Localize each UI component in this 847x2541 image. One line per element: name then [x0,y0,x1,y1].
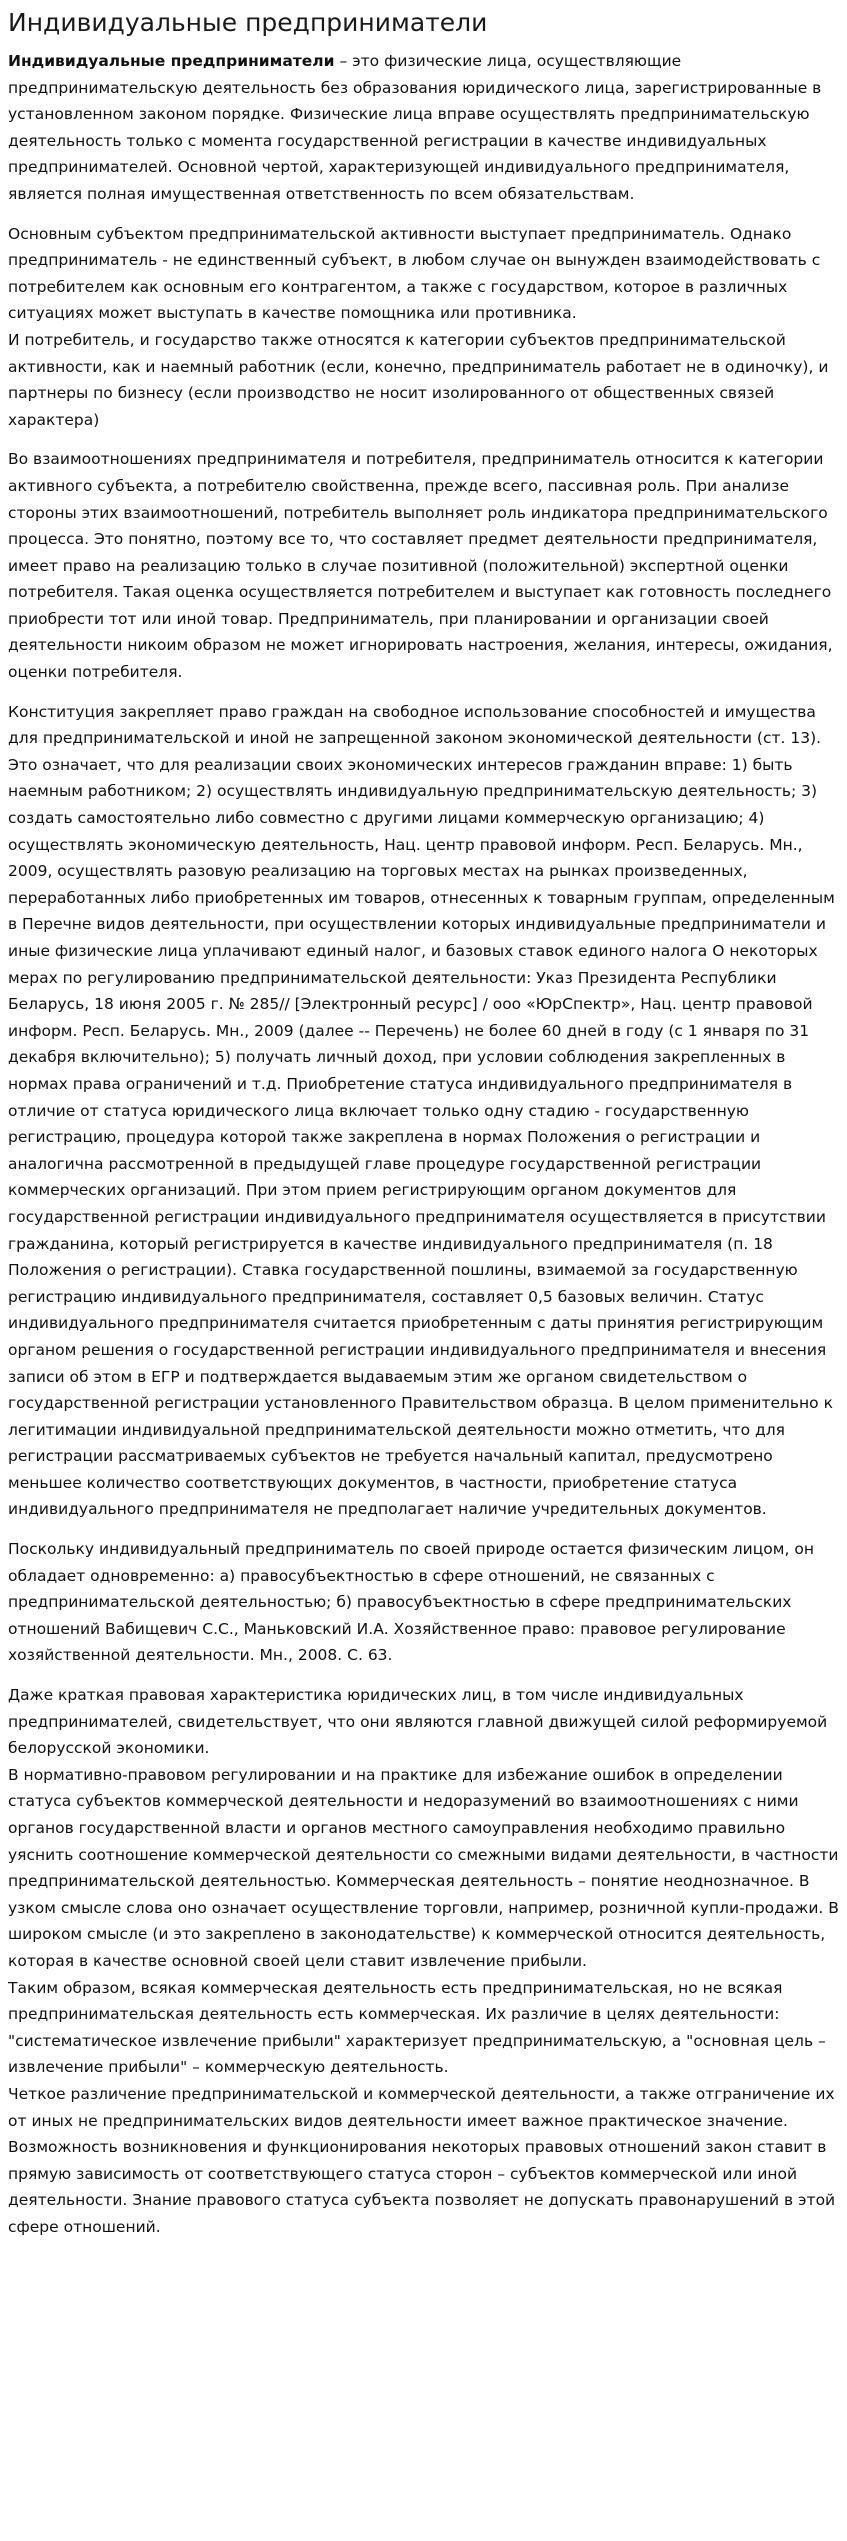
paragraph-line: И потребитель, и государство также относятся к категории субъектов предпринимательской активности, как и наемный работник (если, конечно, предприниматель работает не в одиночку), и партнеры по бизнесу (если производство не носит изолированного от общественных связей характера) [8,330,829,429]
paragraph-line: Основным субъектом предпринимательской активности выступает предприниматель. Однако предприниматель - не единственный субъект, в любом случае он вынужден взаимодействовать с потребителем как основным его контрагентом, а также с государством, которое в различных ситуациях может выступать в качестве помощника или противника. [8,224,821,323]
intro-term: Индивидуальные предприниматели [8,52,335,70]
paragraph-line: Конституция закрепляет право граждан на свободное использование способностей и имущества для предпринимательской и иной не запрещенной законом экономической деятельности (ст. 13). Это означает, что для реализации своих экономических интересов гражданин вправе: 1) быть наемным работником; 2) осуществлять индивидуальную предпринимательскую деятельность; 3) создать самостоятельно либо совместно с другими лицами коммерческую организацию; 4) осуществлять экономическую деятельность, Нац. центр правовой информ. Респ. Беларусь. Мн., 2009, осуществлять разовую реализацию на торговых местах на рынках произведенных, переработанных либо приобретенных им товаров, отнесенных к товарным группам, определенным в Перечне видов деятельности, при осуществлении которых индивидуальные предприниматели и иные физические лица уплачивают единый налог, и базовых ставок единого налога О некоторых мерах по регулированию предпринимательской деятельности: Указ Президента Республики Беларусь, 18 июня 2005 г. № 285// [Электронный ресурс] / ооо «ЮрСпектр», Нац. центр правовой информ. Респ. Беларусь. Мн., 2009 (далее -- Перечень) не более 60 дней в году (с 1 января по 31 декабря включительно); 5) получать личный доход, при условии соблюдения закрепленных в нормах права ограничений и т.д. Приобретение статуса индивидуального предпринимателя в отличие от статуса юридического лица включает только одну стадию - государственную регистрацию, процедура которой также закреплена в нормах Положения о регистрации и аналогична рассмотренной в предыдущей главе процедуре государственной регистрации коммерческих организаций. При этом прием регистрирующим органом документов для государственной регистрации индивидуального предпринимателя осуществляется в присутствии гражданина, который регистрируется в качестве индивидуального предпринимателя (п. 18 Положения о регистрации). Ставка государственной пошлины, взимаемой за государственную регистрацию индивидуального предпринимателя, составляет 0,5 базовых величин. Статус индивидуального предпринимателя считается приобретенным с даты принятия регистрирующим органом решения о государственной регистрации индивидуального предпринимателя и внесения записи об этом в ЕГР и подтверждается выдаваемым этим же органом свидетельством о государственной регистрации установленного Правительством образца. В целом применительно к легитимации индивидуальной предпринимательской деятельности можно отметить, что для регистрации рассматриваемых субъектов не требуется начальный капитал, предусмотрено меньшее количество соответствующих документов, в частности, приобретение статуса индивидуального предпринимателя не предполагает наличие учредительных документов. [8,702,835,1519]
paragraph-line: Во взаимоотношениях предпринимателя и потребителя, предприниматель относится к категории активного субъекта, а потребителю свойственна, прежде всего, пассивная роль. При анализе стороны этих взаимоотношений, потребитель выполняет роль индикатора предпринимательского процесса. Это понятно, поэтому все то, что составляет предмет деятельности предпринимателя, имеет право на реализацию только в случае позитивной (положительной) экспертной оценки потребителя. Такая оценка осуществляется потребителем и выступает как готовность последнего приобрести тот или иной товар. Предприниматель, при планировании и организации своей деятельности никоим образом не может игнорировать настроения, желания, интересы, ожидания, оценки потребителя. [8,450,833,682]
paragraph-4 [8,1536,839,1669]
paragraph-line: Четкое различение предпринимательской и коммерческой деятельности, а также отграничение их от иных не предпринимательских видов деятельности имеет важное практическое значение. Возможность возникновения и функционирования некоторых правовых отношений закон ставит в прямую зависимость от соответствующего статуса сторон – субъектов коммерческой или иной деятельности. Знание правового статуса субъекта позволяет не допускать правонарушений в этой сфере отношений. [8,2084,836,2236]
page-title: Индивидуальные предприниматели [8,8,488,37]
paragraph-line: Поскольку индивидуальный предприниматель по своей природе остается физическим лицом, он обладает одновременно: а) правосубъектностью в сфере отношений, не связанных с предпринимательской деятельностью; б) правосубъектностью в сфере предпринимательских отношений Вабищевич С.С., Маньковский И.А. Хозяйственное право: правовое регулирование хозяйственной деятельности. Мн., 2008. С. 63. [8,1540,814,1665]
intro-text: – это физические лица, осуществляющие предпринимательскую деятельность без образования юридического лица, зарегистрированные в установленном законом порядке. Физические лица вправе осуществлять предпринимательскую деятельность только с момента государственной регистрации в качестве индивидуальных предпринимателей. Основной чертой, характеризующей индивидуального предпринимателя, является полная имущественная ответственность по всем обязательствам. [8,52,822,203]
paragraph-3 [8,699,839,1523]
document-page [0,6,847,2241]
paragraph-2 [8,446,839,685]
paragraph-1 [8,221,839,434]
intro-paragraph [8,48,839,208]
paragraph-5 [8,1682,839,2240]
paragraph-line: Таким образом, всякая коммерческая деятельность есть предпринимательская, но не всякая предпринимательская деятельность есть коммерческая. Их различие в целях деятельности: "систематическое извлечение прибыли" характеризует предпринимательскую, а "основная цель – извлечение прибыли" – коммерческую деятельность. [8,1978,826,2077]
paragraph-line: Даже краткая правовая характеристика юридических лиц, в том числе индивидуальных предпринимателей, свидетельствует, что они являются главной движущей силой реформируемой белорусской экономики. [8,1686,828,1758]
paragraph-line: В нормативно-правовом регулировании и на практике для избежание ошибок в определении статуса субъектов коммерческой деятельности и недоразумений во взаимоотношениях с ними органов государственной власти и органов местного самоуправления необходимо правильно уяснить соотношение коммерческой деятельности со смежными видами деятельности, в частности предпринимательской деятельностью. Коммерческая деятельность – понятие неоднозначное. В узком смысле слова оно означает осуществление торговли, например, розничной купли-продажи. В широком смысле (и это закреплено в законодательстве) к коммерческой относится деятельность, которая в качестве основной своей цели ставит извлечение прибыли. [8,1765,839,1970]
